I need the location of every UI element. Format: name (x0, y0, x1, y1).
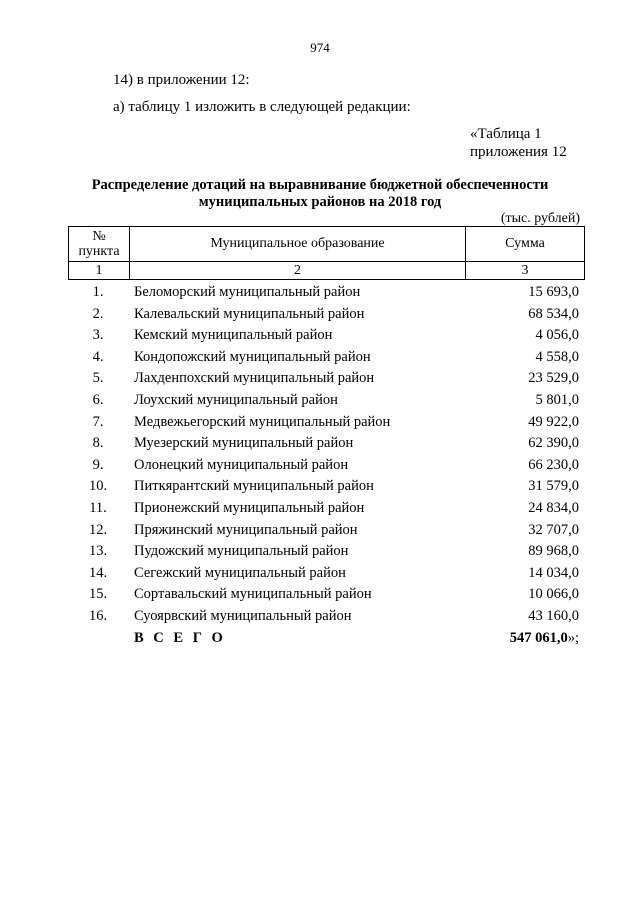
total-suffix: »; (567, 629, 579, 646)
page-number: 974 (310, 40, 330, 55)
table-title (60, 177, 580, 211)
row-municipality: Сегежский муниципальный район (134, 564, 346, 581)
table-row (68, 412, 585, 434)
table-header (68, 226, 585, 280)
table-title-line-2: муниципальных районов на 2018 год (198, 194, 442, 210)
table-row (68, 347, 585, 369)
row-number: 8. (92, 435, 104, 452)
row-amount: 43 160,0 (528, 607, 579, 624)
amendment-subitem: а) таблицу 1 изложить в следующей редакции: (113, 99, 411, 115)
row-municipality: Сортавальский муниципальный район (134, 586, 372, 603)
row-municipality: Муезерский муниципальный район (134, 435, 354, 452)
header-index-2: 2 (130, 262, 466, 280)
row-amount: 68 534,0 (528, 305, 579, 322)
row-number: 14. (88, 564, 108, 581)
row-number: 15. (88, 586, 108, 603)
row-amount: 31 579,0 (528, 478, 579, 495)
header-number-symbol: № (92, 229, 106, 244)
table-row (68, 476, 585, 498)
row-municipality: Прионежский муниципальный район (134, 499, 365, 516)
header-number-label: пункта (78, 244, 120, 259)
row-number: 1. (92, 284, 104, 300)
row-number: 9. (92, 456, 104, 473)
header-index-3: 3 (466, 262, 585, 280)
total-amount-cell (510, 630, 579, 647)
header-number-cell (69, 227, 130, 262)
row-municipality: Кондопожский муниципальный район (134, 348, 371, 365)
table-row (68, 498, 585, 520)
row-amount: 66 230,0 (528, 456, 579, 473)
row-municipality: Медвежьегорский муниципальный район (134, 413, 391, 430)
row-number: 12. (88, 521, 108, 538)
row-number: 2. (92, 305, 104, 322)
row-amount: 5 801,0 (535, 391, 579, 408)
table-body (68, 282, 585, 649)
row-amount: 49 922,0 (528, 413, 579, 430)
row-amount: 24 834,0 (528, 499, 579, 516)
row-number: 4. (92, 348, 104, 365)
row-municipality: Пряжинский муниципальный район (134, 521, 358, 538)
table-reference-line-2: приложения 12 (470, 144, 567, 160)
header-municipality: Муниципальное образование (130, 227, 466, 262)
row-municipality: Кемский муниципальный район (134, 327, 333, 344)
row-amount: 89 968,0 (528, 543, 579, 560)
table-row (68, 304, 585, 326)
units-label: (тыс. рублей) (500, 211, 580, 226)
row-municipality: Питкярантский муниципальный район (134, 478, 374, 495)
table-row (68, 433, 585, 455)
table-row (68, 520, 585, 542)
row-number: 13. (88, 543, 108, 560)
row-municipality: Суоярвский муниципальный район (134, 607, 352, 624)
row-number: 5. (92, 370, 104, 387)
table-row (68, 584, 585, 606)
total-row (68, 628, 585, 650)
row-municipality: Лахденпохский муниципальный район (134, 370, 375, 387)
table-row (68, 390, 585, 412)
table-row (68, 325, 585, 347)
row-amount: 4 558,0 (535, 348, 579, 365)
row-amount: 23 529,0 (528, 370, 579, 387)
row-municipality: Лоухский муниципальный район (134, 391, 338, 408)
total-label: В С Е Г О (134, 629, 226, 646)
row-municipality: Олонецкий муниципальный район (134, 456, 349, 473)
row-number: 3. (92, 327, 104, 344)
row-number: 11. (89, 499, 107, 516)
row-amount: 15 693,0 (528, 284, 579, 300)
table-row (68, 455, 585, 477)
table-row (68, 563, 585, 585)
row-amount: 10 066,0 (528, 586, 579, 603)
row-municipality: Беломорский муниципальный район (134, 284, 361, 300)
table-row (68, 368, 585, 390)
row-amount: 62 390,0 (528, 435, 579, 452)
row-municipality: Калевальский муниципальный район (134, 305, 365, 322)
row-number: 6. (92, 391, 104, 408)
row-number: 10. (88, 478, 108, 495)
row-number: 16. (88, 607, 108, 624)
amendment-item: 14) в приложении 12: (113, 72, 250, 88)
table-title-line-1: Распределение дотаций на выравнивание бюджетной обеспеченности (91, 177, 549, 193)
table-row (68, 541, 585, 563)
table-row (68, 282, 585, 304)
total-amount: 547 061,0 (509, 629, 568, 646)
table-reference-line-1: «Таблица 1 (470, 126, 542, 142)
row-municipality: Пудожский муниципальный район (134, 543, 349, 560)
row-amount: 32 707,0 (528, 521, 579, 538)
row-amount: 4 056,0 (535, 327, 579, 344)
row-amount: 14 034,0 (528, 564, 579, 581)
table-row (68, 606, 585, 628)
row-number: 7. (92, 413, 104, 430)
header-index-1: 1 (69, 262, 130, 280)
header-amount: Сумма (466, 227, 585, 262)
